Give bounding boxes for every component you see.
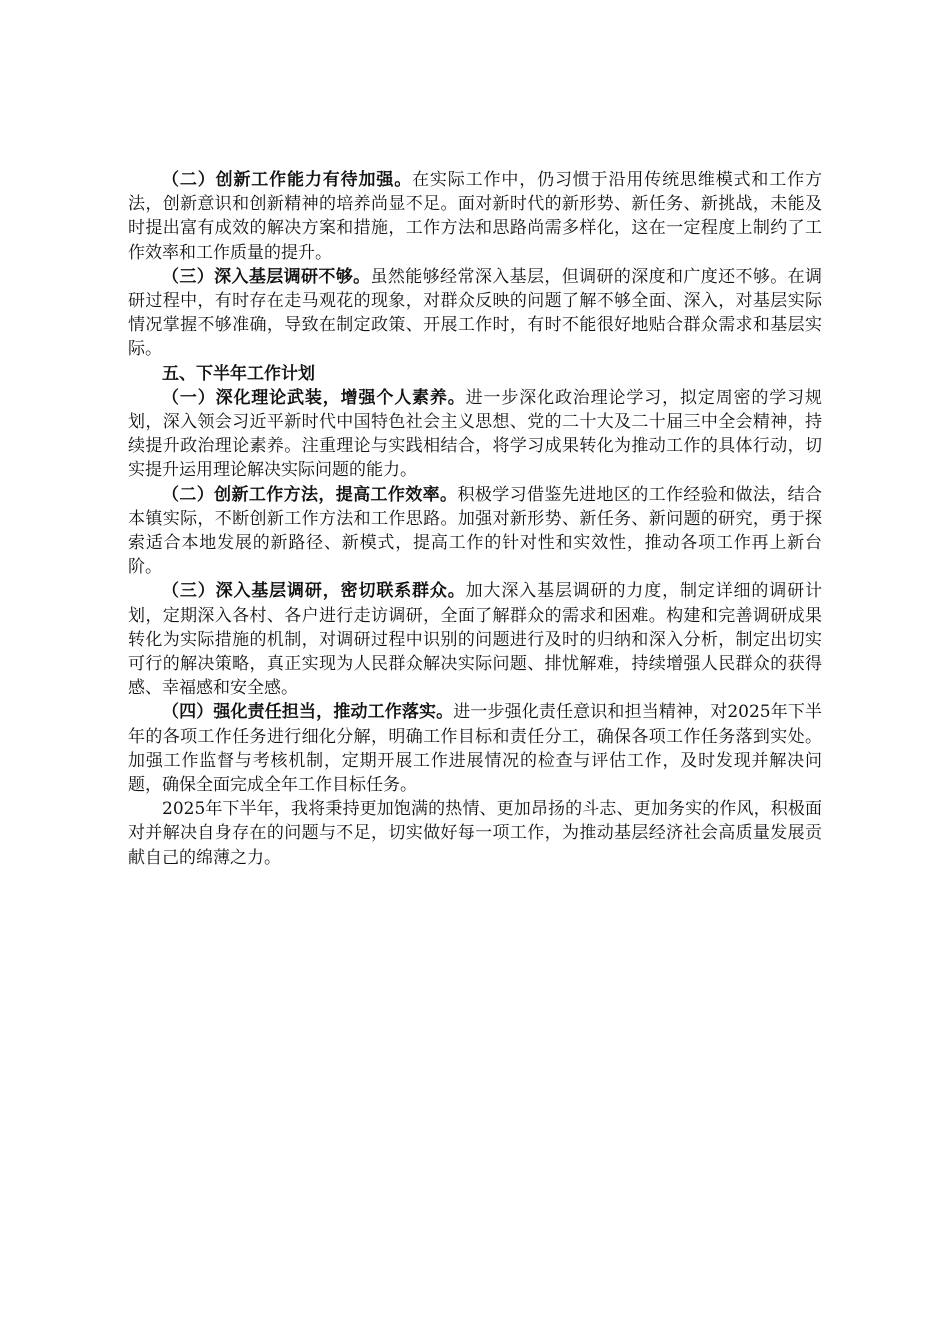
paragraph-text: 加大深入基层调研的力度，制定详细的调研计划，定期深入各村、各户进行走访调研，全面了解群众的需求和困难。构建和完善调研成果转化为实际措施的机制，对调研过程中识别的问题进行及时的归纳和深入分析，制定出切实可行的解决策略，真正实现为人民群众解决实际问题、排忧解难，持续增强人民群众的获得感、幸福感和安全感。 (128, 581, 823, 699)
plan-paragraph-methods (128, 483, 822, 580)
paragraph-text: 在实际工作中，仍习惯于沿用传统思维模式和工作方法，创新意识和创新精神的培养尚显不足。面对新时代的新形势、新任务、新挑战，未能及时提出富有成效的解决方案和措施，工作方法和思路尚需多样化，这在一定程度上制约了工作效率和工作质量的提升。 (128, 170, 823, 263)
document-body (128, 168, 822, 870)
paragraph-lead: （四）强化责任担当，推动工作落实。 (162, 702, 454, 723)
paragraph-text: 虽然能够经常深入基层，但调研的深度和广度还不够。在调研过程中，有时存在走马观花的现象，对群众反映的问题了解不够全面、深入，对基层实际情况掌握不够准确，导致在制定政策、开展工作时，有时不能很好地贴合群众需求和基层实际。 (128, 266, 823, 360)
plan-paragraph-responsibility (128, 700, 822, 797)
paragraph-lead: （二）创新工作方法，提高工作效率。 (162, 484, 458, 505)
paragraph-text: 进一步强化责任意识和担当精神，对2025年下半年的各项工作任务进行细化分解，明确工作目标和责任分工，确保各项工作任务落到实处。加强工作监督与考核机制，定期开展工作进展情况的检查与评估工作，及时发现并解决问题，确保全面完成全年工作目标任务。 (128, 702, 823, 796)
paragraph-grassroots-research (128, 265, 822, 362)
plan-paragraph-theory (128, 386, 822, 483)
paragraph-lead: （二）创新工作能力有待加强。 (162, 170, 413, 190)
closing-paragraph: 2025年下半年，我将秉持更加饱满的热情、更加昂扬的斗志、更加务实的作风，积极面对并解决自身存在的问题与不足，切实做好每一项工作，为推动基层经济社会高质量发展贡献自己的绵薄之力。 (128, 799, 822, 868)
paragraph-text: 积极学习借鉴先进地区的工作经验和做法，结合本镇实际，不断创新工作方法和工作思路。加强对新形势、新任务、新问题的研究，勇于探索适合本地发展的新路径、新模式，提高工作的针对性和实效性，推动各项工作再上新台阶。 (128, 484, 823, 578)
paragraph-lead: （三）深入基层调研，密切联系群众。 (162, 581, 466, 602)
paragraph-lead: （三）深入基层调研不够。 (162, 266, 371, 287)
paragraph-lead: （一）深化理论武装，增强个人素养。 (162, 387, 466, 408)
section-heading: 五、下半年工作计划 (162, 363, 315, 384)
paragraph-text: 进一步深化政治理论学习，拟定周密的学习规划，深入领会习近平新时代中国特色社会主义思想、党的二十大及二十届三中全会精神，持续提升政治理论素养。注重理论与实践相结合，将学习成果转化为推动工作的具体行动，切实提升运用理论解决实际问题的能力。 (128, 387, 823, 481)
plan-paragraph-research (128, 579, 822, 700)
paragraph-innovation-ability (128, 168, 822, 265)
